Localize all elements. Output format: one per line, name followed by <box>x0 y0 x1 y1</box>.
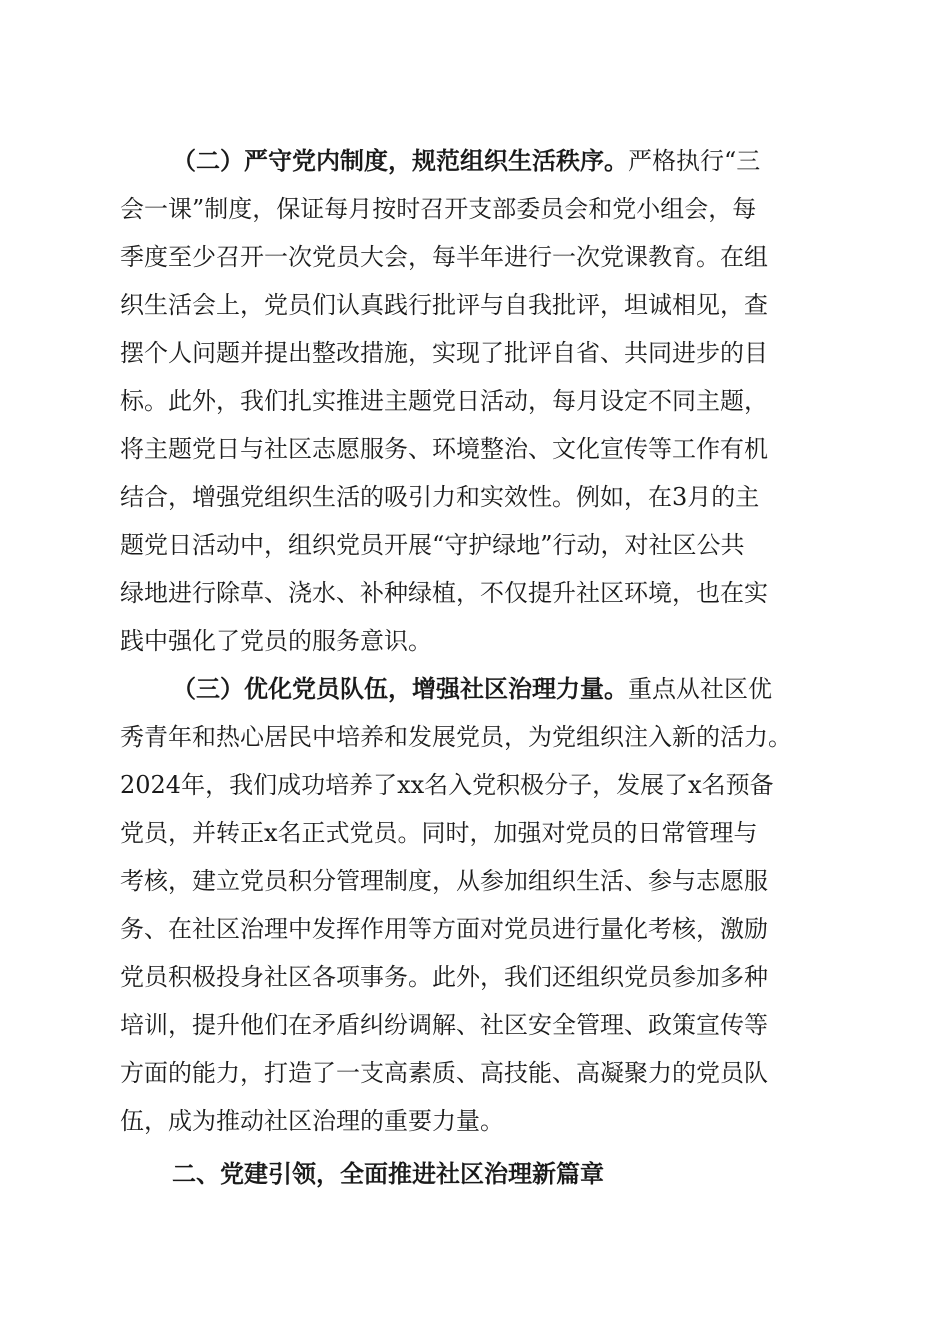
paragraph-3-line-4: 党员，并转正x名正式党员。同时，加强对党员的日常管理与 <box>120 819 758 847</box>
section-2-title: 二、党建引领，全面推进社区治理新篇章 <box>172 1160 604 1188</box>
paragraph-2-line-3: 季度至少召开一次党员大会，每半年进行一次党课教育。在组 <box>120 243 768 271</box>
paragraph-3-line-6: 务、在社区治理中发挥作用等方面对党员进行量化考核，激励 <box>120 915 768 943</box>
paragraph-2-line-6: 标。此外，我们扎实推进主题党日活动，每月设定不同主题， <box>120 387 768 415</box>
paragraph-2-line-10: 绿地进行除草、浇水、补种绿植，不仅提升社区环境，也在实 <box>120 579 768 607</box>
paragraph-3-line-1 <box>172 671 772 707</box>
paragraph-3-line-7: 党员积极投身社区各项事务。此外，我们还组织党员参加多种 <box>120 963 768 991</box>
paragraph-2-line-8: 结合，增强党组织生活的吸引力和实效性。例如，在3月的主 <box>120 483 760 511</box>
paragraph-2-line-9: 题党日活动中，组织党员开展“守护绿地”行动，对社区公共 <box>120 531 745 559</box>
paragraph-2-line-7: 将主题党日与社区志愿服务、环境整治、文化宣传等工作有机 <box>120 435 768 463</box>
paragraph-3-line-9: 方面的能力，打造了一支高素质、高技能、高凝聚力的党员队 <box>120 1059 768 1087</box>
paragraph-3-line-10: 伍，成为推动社区治理的重要力量。 <box>120 1107 504 1135</box>
paragraph-3-line-3: 2024年，我们成功培养了xx名入党积极分子，发展了x名预备 <box>120 771 774 799</box>
paragraph-2-heading: （二）严守党内制度，规范组织生活秩序。 <box>172 147 628 175</box>
paragraph-2-line-11: 践中强化了党员的服务意识。 <box>120 627 432 655</box>
paragraph-3-heading: （三）优化党员队伍，增强社区治理力量。 <box>172 675 628 703</box>
paragraph-2-first-text: 严格执行“三 <box>628 147 761 175</box>
paragraph-3-line-5: 考核，建立党员积分管理制度，从参加组织生活、参与志愿服 <box>120 867 768 895</box>
paragraph-2-line-4: 织生活会上，党员们认真践行批评与自我批评，坦诚相见，查 <box>120 291 768 319</box>
paragraph-3-line-8: 培训，提升他们在矛盾纠纷调解、社区安全管理、政策宣传等 <box>120 1011 768 1039</box>
paragraph-2-line-5: 摆个人问题并提出整改措施，实现了批评自省、共同进步的目 <box>120 339 768 367</box>
paragraph-2-line-1 <box>172 143 760 179</box>
paragraph-2-line-2: 会一课”制度，保证每月按时召开支部委员会和党小组会，每 <box>120 195 757 223</box>
paragraph-3-line-2: 秀青年和热心居民中培养和发展党员，为党组织注入新的活力。 <box>120 723 792 751</box>
paragraph-3-first-text: 重点从社区优 <box>628 675 772 703</box>
